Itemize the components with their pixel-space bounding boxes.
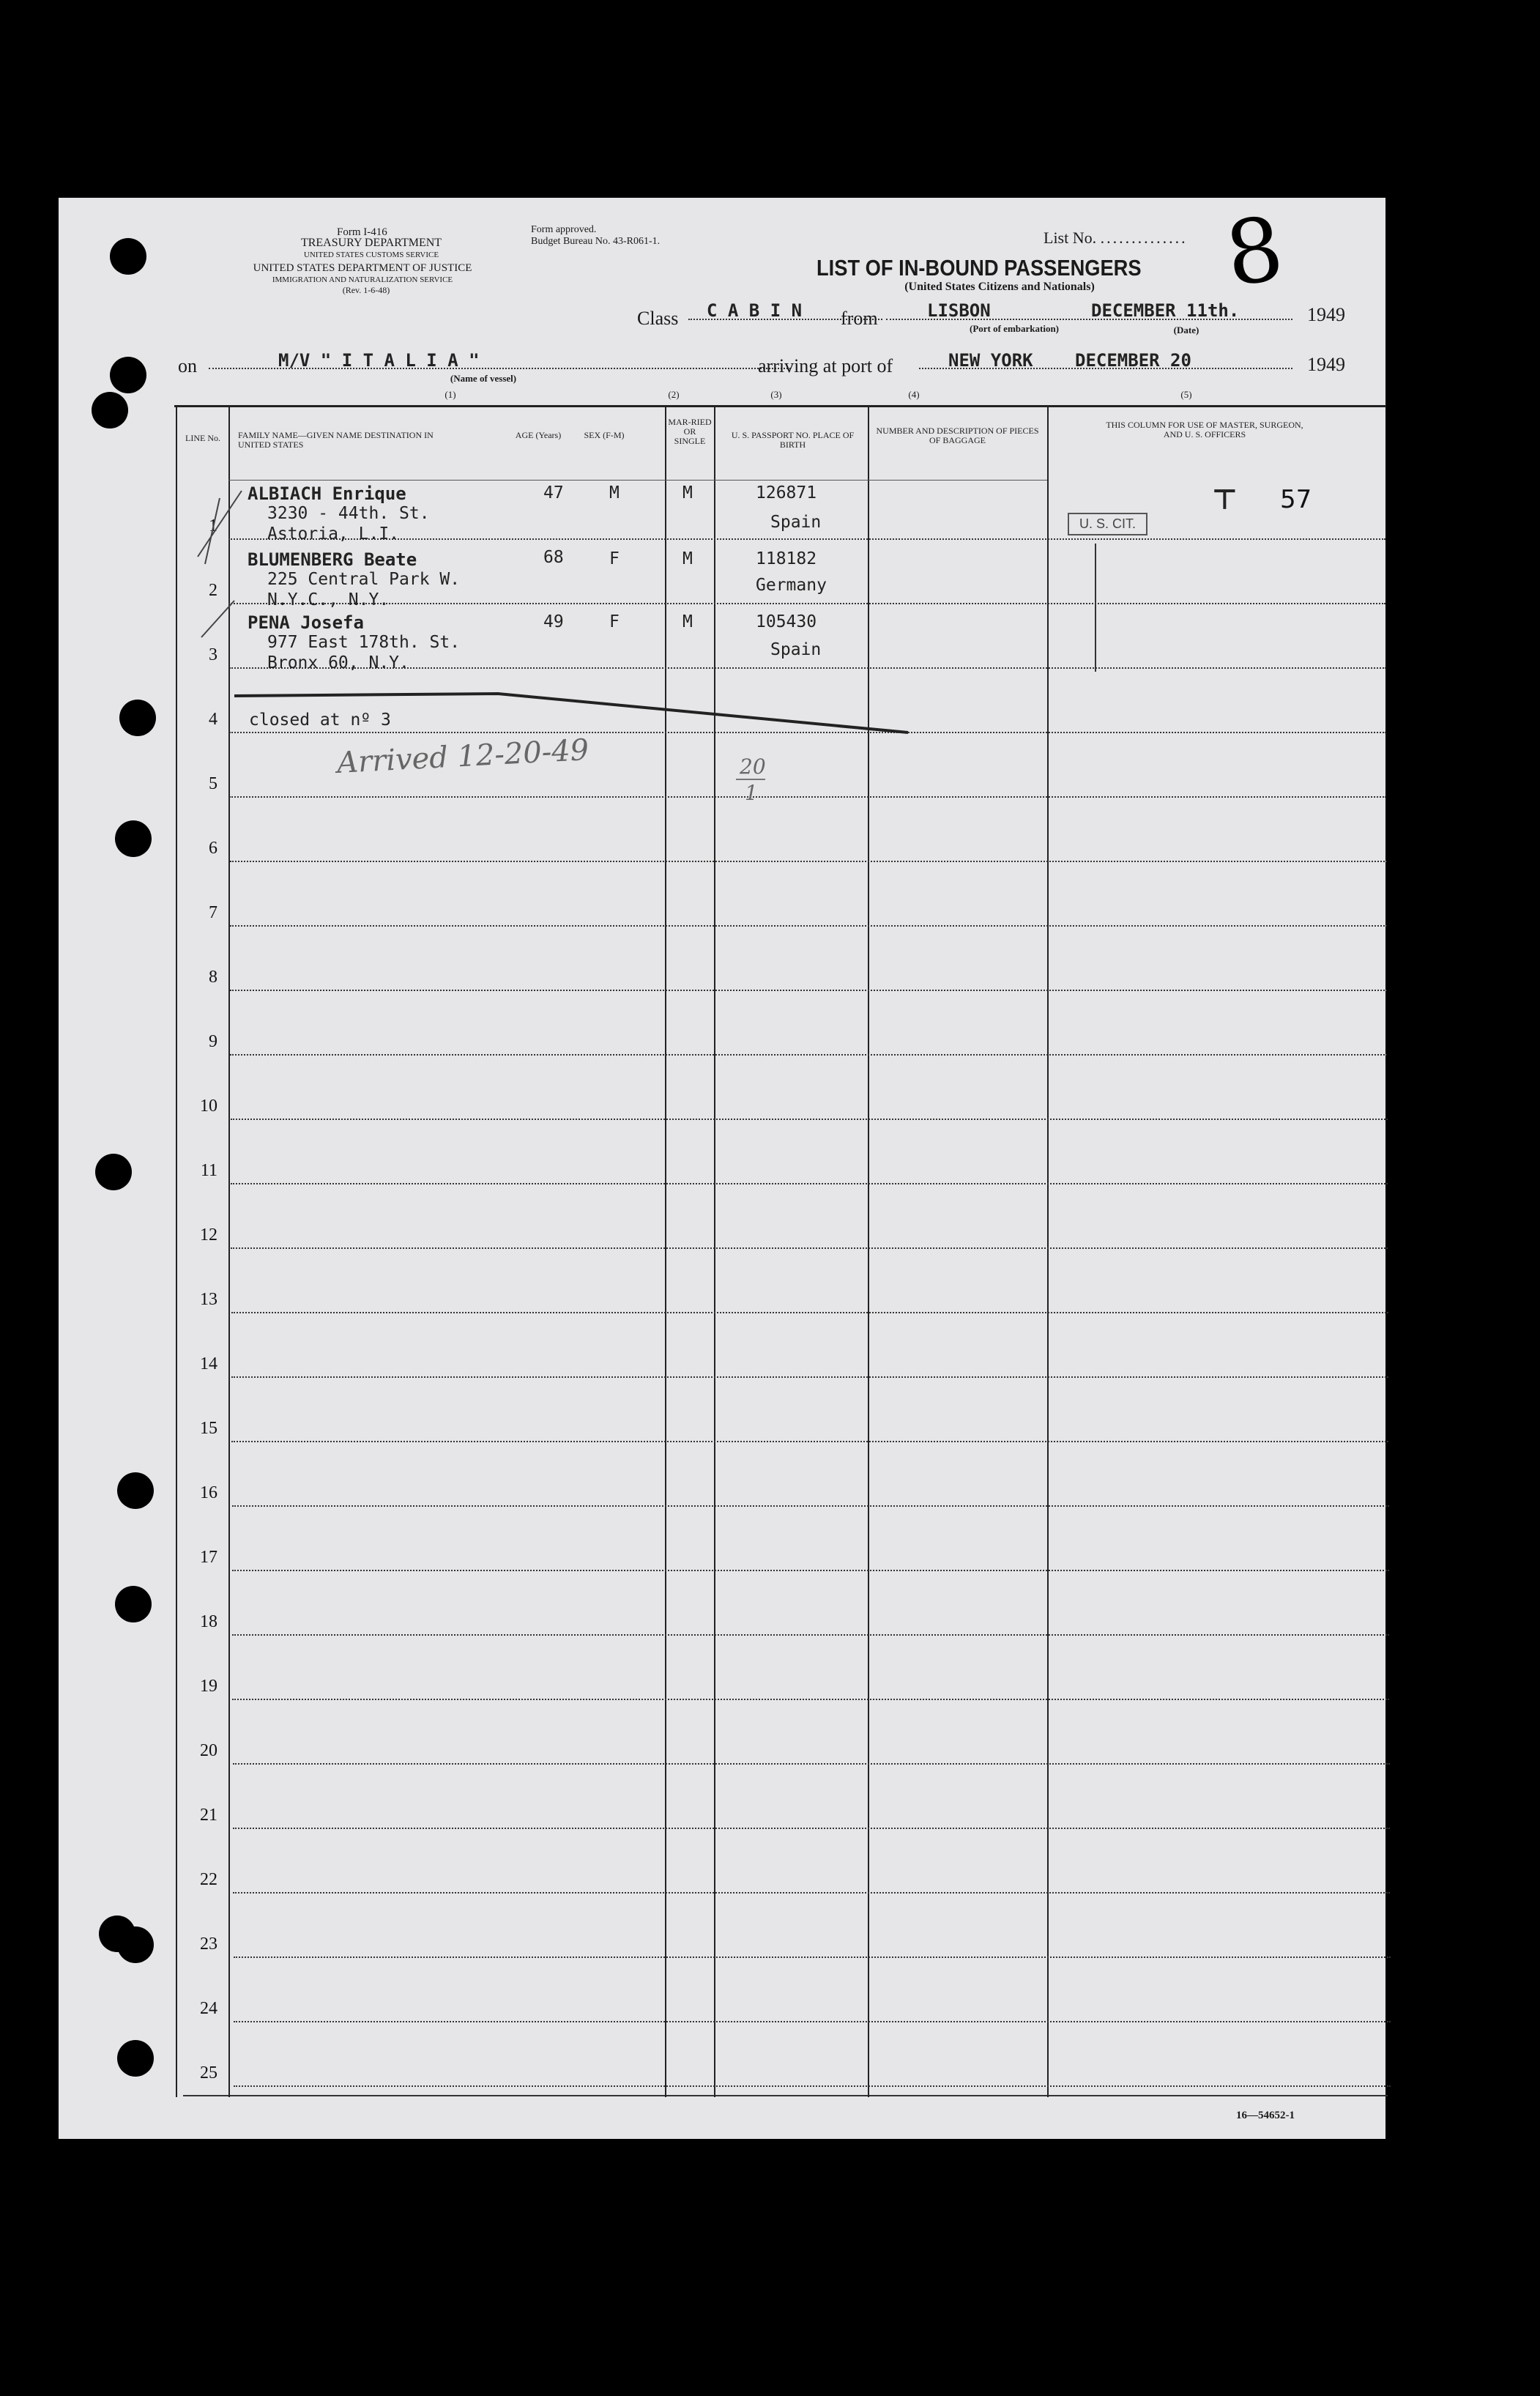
handwritten-signature: Arrived 12-20-49: [336, 733, 590, 780]
col-5-number: (5): [1180, 389, 1192, 400]
row-rule: [232, 1505, 1389, 1507]
line-number: 4: [209, 710, 217, 729]
row-rule: [234, 1957, 1391, 1958]
row-rule: [231, 1183, 1388, 1184]
year-departure: 1949: [1307, 304, 1345, 325]
binder-hole: [117, 2040, 154, 2077]
vessel-name: M/V " I T A L I A ": [278, 350, 480, 371]
line-number: 20: [200, 1741, 217, 1760]
closed-note: closed at nº 3: [249, 711, 391, 730]
year-arrival: 1949: [1307, 354, 1345, 375]
line-number: 16: [200, 1483, 217, 1502]
row-rule: [230, 1054, 1387, 1056]
row-rule: [233, 1892, 1390, 1894]
row-rule: [233, 1828, 1390, 1829]
row-rule: [230, 861, 1387, 862]
passenger-age: 49: [543, 612, 564, 631]
row-rule: [234, 2085, 1391, 2087]
date-caption: (Date): [1173, 324, 1199, 335]
list-number-label: List No. ..............: [1044, 229, 1188, 247]
on-label: on: [178, 355, 197, 377]
list-number-value: 8: [1219, 198, 1290, 307]
passenger-address: 977 East 178th. St.: [267, 633, 461, 652]
table-bottom-rule: [183, 2095, 1388, 2096]
header-name: FAMILY NAME—GIVEN NAME DESTINATION IN UNITED STATES: [238, 430, 434, 450]
passenger-address: 3230 - 44th. St.: [267, 504, 430, 523]
row-rule: [231, 1441, 1388, 1442]
passenger-age: 68: [543, 548, 564, 567]
row-rule: [234, 2021, 1391, 2022]
passenger-age: 47: [543, 483, 564, 502]
row-rule: [232, 1699, 1389, 1700]
vessel-caption: (Name of vessel): [450, 373, 517, 384]
passenger-address: N.Y.C., N.Y.: [267, 590, 390, 609]
port-embarkation: LISBON: [927, 300, 991, 321]
line-number: 1: [209, 516, 217, 535]
row-rule: [232, 1570, 1389, 1571]
port-embarkation-caption: (Port of embarkation): [969, 323, 1060, 334]
page-title: LIST OF IN-BOUND PASSENGERS: [817, 255, 1142, 281]
line-number: 21: [200, 1806, 217, 1825]
line-number: 11: [200, 1161, 217, 1180]
row-rule: [230, 925, 1387, 927]
passenger-address: Astoria, L.I.: [267, 524, 400, 544]
birthplace: Spain: [770, 640, 822, 659]
departure-date: DECEMBER 11th.: [1091, 300, 1240, 321]
birthplace: Spain: [770, 513, 822, 532]
line-number: 2: [209, 581, 217, 600]
row-rule: [233, 1763, 1390, 1765]
header-baggage: NUMBER AND DESCRIPTION OF PIECES OF BAGGAGE: [876, 426, 1039, 445]
page-subtitle: (United States Citizens and Nationals): [904, 281, 1095, 293]
revision: (Rev. 1-6-48): [342, 285, 390, 295]
passenger-count: 57: [1280, 485, 1312, 514]
header-passport: U. S. PASSPORT NO. PLACE OF BIRTH: [731, 430, 855, 450]
line-number: 7: [209, 903, 217, 922]
from-label: from: [841, 308, 878, 329]
row-rule: [230, 990, 1387, 991]
passenger-name: ALBIACH Enrique: [248, 483, 406, 504]
passport-number: 126871: [756, 483, 817, 502]
header-age: AGE (Years): [515, 430, 562, 440]
header-sex: SEX (F-M): [584, 430, 625, 440]
row-rule: [229, 796, 1386, 798]
line-number: 9: [209, 1032, 217, 1051]
passenger-sex: F: [609, 549, 620, 568]
binder-hole: [117, 1472, 154, 1509]
header-officers: THIS COLUMN FOR USE OF MASTER, SURGEON, AND U. S. OFFICERS: [1106, 420, 1303, 439]
ins-service: IMMIGRATION AND NATURALIZATION SERVICE: [272, 275, 453, 284]
header-married: MAR-RIED OR SINGLE: [668, 417, 712, 446]
passenger-married: M: [682, 483, 693, 502]
passenger-address: 225 Central Park W.: [267, 570, 461, 589]
passenger-married: M: [682, 549, 693, 568]
col-1-number: (1): [444, 389, 456, 400]
row-rule: [231, 1312, 1388, 1313]
line-number: 19: [200, 1677, 217, 1696]
binder-hole: [117, 1926, 154, 1963]
arrival-date: DECEMBER 20: [1075, 350, 1191, 371]
col-4-number: (4): [908, 389, 920, 400]
passenger-sex: F: [609, 612, 620, 631]
line-number: 22: [200, 1870, 217, 1889]
line-number: 8: [209, 968, 217, 987]
passport-number: 105430: [756, 612, 817, 631]
stamp-tail: [1095, 544, 1096, 672]
line-number: 6: [209, 839, 217, 858]
col-divider: [176, 405, 177, 2097]
col-3-number: (3): [770, 389, 782, 400]
binder-hole: [95, 1154, 132, 1190]
binder-hole: [110, 357, 146, 393]
arriving-label: arriving at port of: [758, 355, 893, 377]
passenger-name: PENA Josefa: [248, 612, 364, 633]
line-number: 15: [200, 1419, 217, 1438]
us-citizen-stamp: U. S. CIT.: [1068, 513, 1147, 535]
class-value: C A B I N: [707, 300, 803, 321]
treasury-dept: TREASURY DEPARTMENT: [300, 237, 442, 249]
fraction-top: 20: [740, 754, 766, 779]
birthplace: Germany: [756, 576, 827, 595]
line-number: 13: [200, 1290, 217, 1309]
line-number: 10: [200, 1097, 217, 1116]
check-mark-icon: ⊤: [1212, 483, 1238, 516]
binder-hole: [92, 392, 128, 429]
fraction-bottom: 1: [745, 781, 758, 805]
line-number: 5: [209, 774, 217, 793]
line-number: 14: [200, 1354, 217, 1373]
justice-dept: UNITED STATES DEPARTMENT OF JUSTICE: [253, 262, 472, 274]
line-number: 23: [200, 1935, 217, 1954]
row-rule: [232, 1634, 1389, 1636]
binder-hole: [115, 1586, 152, 1622]
line-number: 25: [200, 2063, 217, 2082]
footer-code: 16—54652-1: [1236, 2110, 1295, 2121]
passenger-sex: M: [609, 483, 620, 502]
arrival-port: NEW YORK: [948, 350, 1033, 371]
binder-hole: [119, 700, 156, 736]
line-number: 18: [200, 1612, 217, 1631]
budget-bureau: Budget Bureau No. 43-R061-1.: [531, 236, 661, 247]
line-number: 12: [200, 1225, 217, 1245]
list-no-text: List No.: [1044, 229, 1097, 247]
manifest-page: [59, 198, 1385, 2139]
fraction-bar: [736, 779, 765, 780]
header-line-no: LINE No.: [185, 433, 220, 443]
col-2-number: (2): [668, 389, 680, 400]
row-rule: [231, 1376, 1388, 1378]
passport-number: 118182: [756, 549, 817, 568]
row-rule: [231, 1119, 1388, 1120]
line-number: 3: [209, 645, 217, 664]
row-rule: [231, 1247, 1388, 1249]
passenger-address: Bronx 60, N.Y.: [267, 653, 409, 672]
form-number: Form I-416: [337, 226, 387, 238]
table-top-rule: [174, 405, 1386, 407]
customs-service: UNITED STATES CUSTOMS SERVICE: [303, 251, 439, 259]
passenger-married: M: [682, 612, 693, 631]
passenger-name: BLUMENBERG Beate: [248, 549, 417, 570]
col-divider: [1047, 405, 1049, 2097]
form-approved: Form approved.: [531, 224, 597, 235]
binder-hole: [115, 820, 152, 857]
class-label: Class: [637, 308, 679, 329]
binder-hole: [110, 238, 146, 275]
line-number: 17: [200, 1548, 217, 1567]
line-number: 24: [200, 1999, 217, 2018]
